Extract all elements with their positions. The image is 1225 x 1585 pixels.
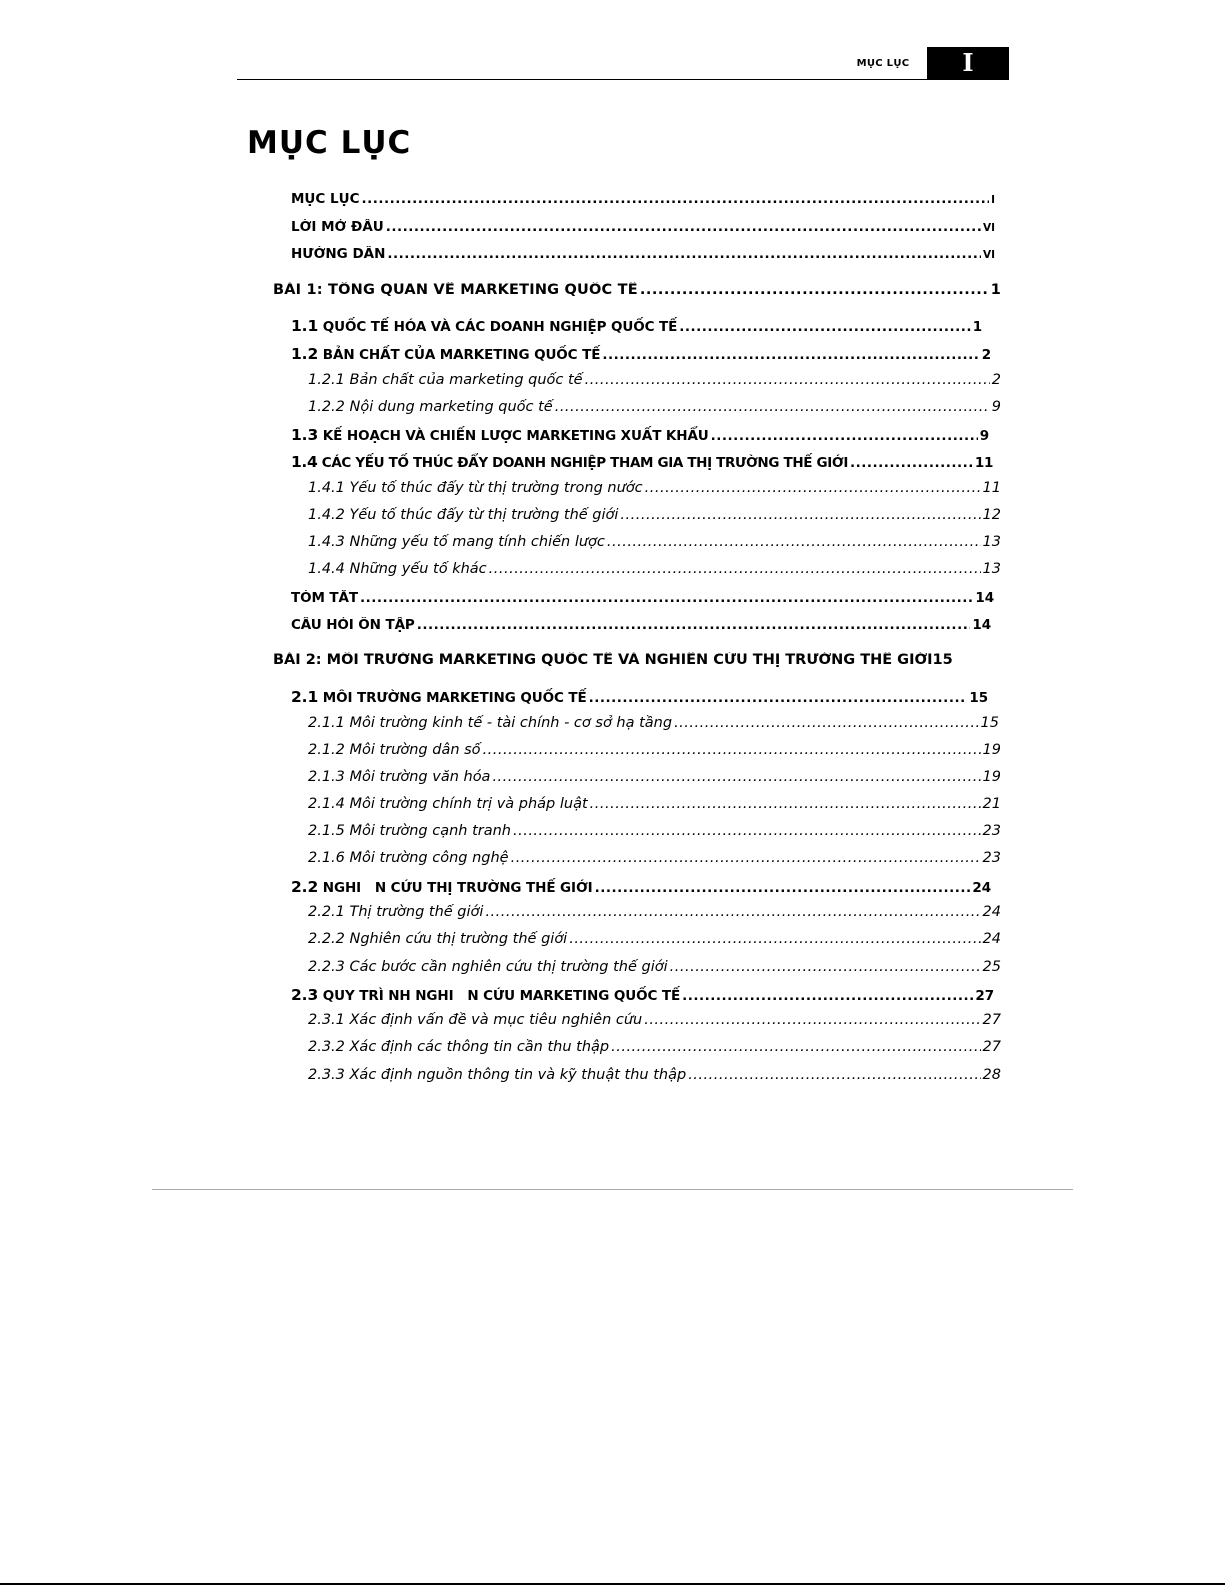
toc-subsection-2-1-3[interactable]: 2.1.3 Môi trường văn hóa ..... 19	[308, 769, 1001, 785]
page-number-box: I	[927, 47, 1009, 80]
toc-chapter-2[interactable]: BÀI 2: MÔI TRƯỜNG MARKETING QUỐC TẾ VÀ NGHIÊN CỨU THỊ TRƯỜNG THẾ GIỚI 15	[273, 652, 953, 668]
toc-entry-tom-tat-1[interactable]: TÓM TẮT ..... 14	[291, 590, 994, 606]
toc-subsection-2-3-1[interactable]: 2.3.1 Xác định vấn đề và mục tiêu nghiên cứu ..... 27	[308, 1012, 1001, 1028]
toc-subsection-2-1-1[interactable]: 2.1.1 Môi trường kinh tế - tài chính - cơ sở hạ tầng ..... 15	[308, 715, 999, 731]
toc-subsection-1-4-2[interactable]: 1.4.2 Yếu tố thúc đẩy từ thị trường thế giới ..... 12	[308, 507, 1001, 523]
toc-subsection-1-2-2[interactable]: 1.2.2 Nội dung marketing quốc tế ..... 9	[308, 399, 1001, 415]
toc-subsection-2-2-1[interactable]: 2.2.1 Thị trường thế giới ..... 24	[308, 904, 1001, 920]
toc-subsection-2-2-3[interactable]: 2.2.3 Các bước cần nghiên cứu thị trường thế giới ..... 25	[308, 959, 1001, 975]
toc-section-1-1[interactable]: 1.1 QUỐC TẾ HÓA VÀ CÁC DOANH NGHIỆP QUỐC TẾ ..... 1	[291, 317, 982, 335]
toc-subsection-1-4-4[interactable]: 1.4.4 Những yếu tố khác ..... 13	[308, 561, 1001, 577]
toc-section-1-4[interactable]: 1.4 CÁC YẾU TỐ THÚC ĐẨY DOANH NGHIỆP THAM GIA THỊ TRƯỜNG THẾ GIỚI ..... 11	[291, 453, 993, 471]
footer-rule	[152, 1189, 1073, 1190]
toc-section-2-3[interactable]: 2.3 QUY TRÌ NH NGHI N CỨU MARKETING QUỐC TẾ ..... 27	[291, 986, 994, 1004]
toc-subsection-2-2-2[interactable]: 2.2.2 Nghiên cứu thị trường thế giới ..... 24	[308, 931, 1001, 947]
toc-subsection-2-1-5[interactable]: 2.1.5 Môi trường cạnh tranh ..... 23	[308, 823, 1001, 839]
toc-subsection-2-3-3[interactable]: 2.3.3 Xác định nguồn thông tin và kỹ thuật thu thập ..... 28	[308, 1067, 1001, 1083]
toc-subsection-1-2-1[interactable]: 1.2.1 Bản chất của marketing quốc tế ..... 2	[308, 372, 1001, 388]
toc-section-1-3[interactable]: 1.3 KẾ HOẠCH VÀ CHIẾN LƯỢC MARKETING XUẤT KHẨU ..... 9	[291, 426, 989, 444]
toc-entry-cau-hoi-1[interactable]: CÂU HỎI ÔN TẬP ..... 14	[291, 617, 991, 633]
running-header-label: MỤC LỤC	[856, 58, 910, 69]
toc-subsection-2-1-6[interactable]: 2.1.6 Môi trường công nghệ ..... 23	[308, 850, 1001, 866]
toc-entry-huong-dan[interactable]: HƯỚNG DẪN ..... VI	[291, 246, 995, 262]
toc-chapter-1[interactable]: BÀI 1: TỔNG QUAN VỀ MARKETING QUỐC TẾ ..... 1	[273, 282, 1001, 298]
toc-section-2-1[interactable]: 2.1 MÔI TRƯỜNG MARKETING QUỐC TẾ ..... 15	[291, 688, 988, 706]
toc-subsection-2-1-4[interactable]: 2.1.4 Môi trường chính trị và pháp luật ..... 21	[308, 796, 1001, 812]
page-title: MỤC LỤC	[247, 125, 412, 161]
toc-section-1-2[interactable]: 1.2 BẢN CHẤT CỦA MARKETING QUỐC TẾ ..... 2	[291, 345, 991, 363]
toc-subsection-2-3-2[interactable]: 2.3.2 Xác định các thông tin cần thu thập ..... 27	[308, 1039, 1001, 1055]
toc-entry-muc-luc[interactable]: MỤC LỤC ..... I	[291, 191, 995, 207]
toc-subsection-1-4-1[interactable]: 1.4.1 Yếu tố thúc đẩy từ thị trường trong nước ..... 11	[308, 480, 1001, 496]
toc-subsection-1-4-3[interactable]: 1.4.3 Những yếu tố mang tính chiến lược ..... 13	[308, 534, 1001, 550]
toc-subsection-2-1-2[interactable]: 2.1.2 Môi trường dân số ..... 19	[308, 742, 1001, 758]
toc-entry-loi-mo-dau[interactable]: LỜI MỞ ĐẦU ..... VI	[291, 219, 995, 235]
toc-section-2-2[interactable]: 2.2 NGHI N CỨU THỊ TRƯỜNG THẾ GIỚI ..... 24	[291, 878, 991, 896]
